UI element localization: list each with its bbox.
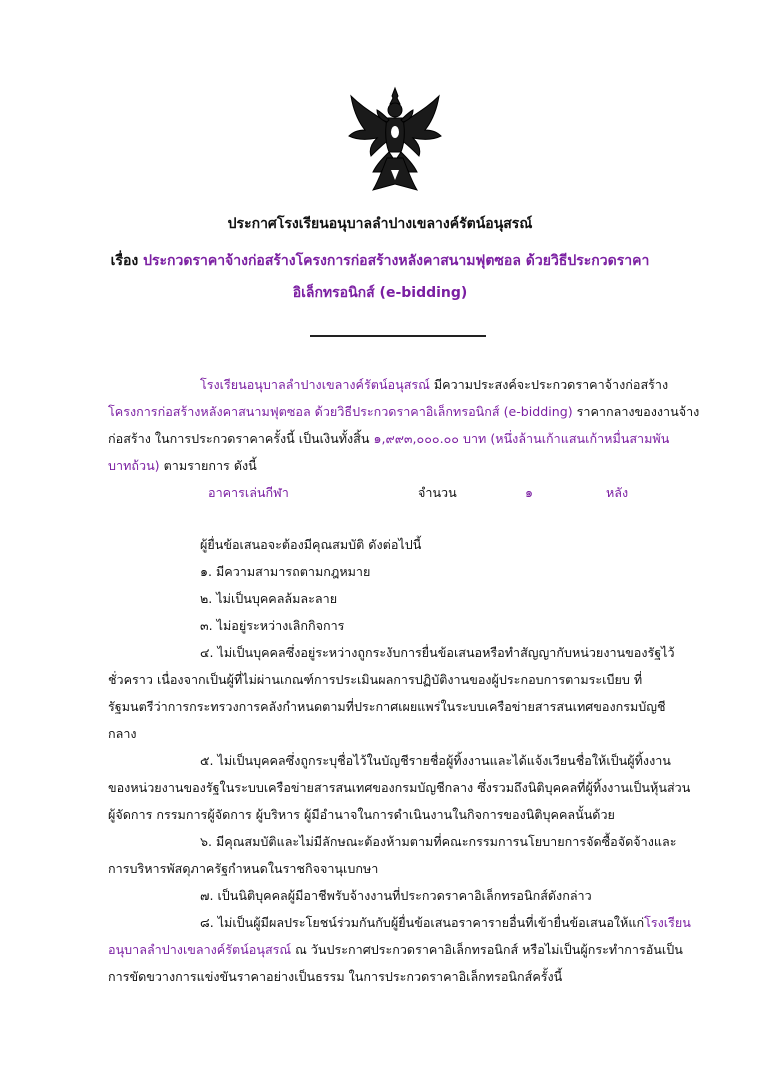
school-name: โรงเรียนอนุบาลลำปางเขลางค์รัตน์อนุสรณ์ [200,377,430,392]
subject-text: ประกวดราคาจ้างก่อสร้างโครงการก่อสร้างหลังคาสนามฟุตซอล ด้วยวิธีประกวดราคา [143,253,650,269]
budget-amount-cont: บาทถ้วน) [108,458,160,473]
intro-text-3: ก่อสร้าง ในการประกวดราคาครั้งนี้ เป็นเงินทั้งสิ้น [108,431,374,446]
intro-text-1: มีความประสงค์จะประกวดราคาจ้างก่อสร้าง [429,377,669,392]
item-qty-label: จำนวน [418,485,457,500]
qualification-6-line-2: การบริหารพัสดุภาครัฐกำหนดในราชกิจจานุเบกษา [108,861,379,876]
budget-amount: ๑,๙๙๓,๐๐๐.๐๐ บาท (หนึ่งล้านเก้าแสนเก้าหมื่นสามพัน [373,431,670,446]
separator-line [310,335,486,337]
subject-line-cont [0,283,760,303]
qualification-3: ๓. ไม่อยู่ระหว่างเลิกกิจการ [200,618,345,633]
qualification-2: ๒. ไม่เป็นบุคคลล้มละลาย [200,591,338,606]
qualification-6-line-1: ๖. มีคุณสมบัติและไม่มีลักษณะต้องห้ามตามที่คณะกรรมการนโยบายการจัดซื้อจัดจ้างและ [200,834,677,849]
qualification-8-line-3: การขัดขวางการแข่งขันราคาอย่างเป็นธรรม ในการประกวดราคาอิเล็กทรอนิกส์ครั้งนี้ [108,969,563,984]
qualification-8-line-2 [108,941,683,959]
qualification-8-text-2: ณ วันประกาศประกวดราคาอิเล็กทรอนิกส์ หรือไม่เป็นผู้กระทำการอันเป็น [291,942,683,957]
intro-line-3 [108,430,669,448]
qualification-5-line-3: ผู้จัดการ กรรมการผู้จัดการ ผู้บริหาร ผู้มีอำนาจในการดำเนินงานในกิจการของนิติบุคคลนั้นด้วย [108,807,615,822]
qualification-5-line-1: ๕. ไม่เป็นบุคคลซึ่งถูกระบุชื่อไว้ในบัญชีรายชื่อผู้ทิ้งงานและได้แจ้งเวียนชื่อให้เป็นผู้ทิ้งงาน [200,753,671,768]
announcement-title [0,214,760,234]
qualifications-title: ผู้ยื่นข้อเสนอจะต้องมีคุณสมบัติ ดังต่อไปนี้ [200,537,422,552]
qualification-1: ๑. มีความสามารถตามกฎหมาย [200,564,371,579]
item-unit: หลัง [606,485,629,500]
intro-line-2 [108,403,699,421]
item-qty: ๑ [525,485,533,500]
qualification-8-text-1: ๘. ไม่เป็นผู้มีผลประโยชน์ร่วมกันกับผู้ยื่นข้อเสนอราคารายอื่นที่เข้ายื่นข้อเสนอให้แก่ [200,915,645,930]
school-name-q8: โรงเรียน [644,915,691,930]
school-name-q8-cont: อนุบาลลำปางเขลางค์รัตน์อนุสรณ์ [108,942,292,957]
intro-text-4: ตามรายการ ดังนี้ [159,458,257,473]
project-name: โครงการก่อสร้างหลังคาสนามฟุตซอล ด้วยวิธีประกวดราคาอิเล็กทรอนิกส์ (e-bidding) [108,404,573,419]
garuda-emblem-icon [343,86,447,194]
announcement-title-text: ประกาศโรงเรียนอนุบาลลำปางเขลางค์รัตน์อนุสรณ์ [227,216,533,232]
subject-line [0,251,760,271]
intro-text-2: ราคากลางของงานจ้าง [572,404,700,419]
qualification-7: ๗. เป็นนิติบุคคลผู้มีอาชีพรับจ้างงานที่ประกวดราคาอิเล็กทรอนิกส์ดังกล่าว [200,888,592,903]
qualification-4-line-4: กลาง [108,726,137,741]
intro-line-1 [200,376,668,394]
qualification-4-line-3: รัฐมนตรีว่าการกระทรวงการคลังกำหนดตามที่ประกาศเผยแพร่ในระบบเครือข่ายสารสนเทศของกรมบัญชี [108,699,666,714]
subject-label: เรื่อง [110,253,144,269]
item-name: อาคารเล่นกีฬา [208,485,289,500]
qualification-4-line-2: ชั่วคราว เนื่องจากเป็นผู้ที่ไม่ผ่านเกณฑ์การประเมินผลการปฏิบัติงานของผู้ประกอบการตามระเบียบ ที่ [108,672,643,687]
subject-text-cont: อิเล็กทรอนิกส์ (e-bidding) [292,285,468,301]
qualification-5-line-2: ของหน่วยงานของรัฐในระบบเครือข่ายสารสนเทศของกรมบัญชีกลาง ซึ่งรวมถึงนิติบุคคลที่ผู้ทิ้งงานเป็นหุ้นส่วน [108,780,691,795]
intro-line-4 [108,457,257,475]
qualification-4-line-1: ๔. ไม่เป็นบุคคลซึ่งอยู่ระหว่างถูกระงับการยื่นข้อเสนอหรือทำสัญญากับหน่วยงานของรัฐไว้ [200,645,675,660]
qualification-8-line-1 [200,914,691,932]
